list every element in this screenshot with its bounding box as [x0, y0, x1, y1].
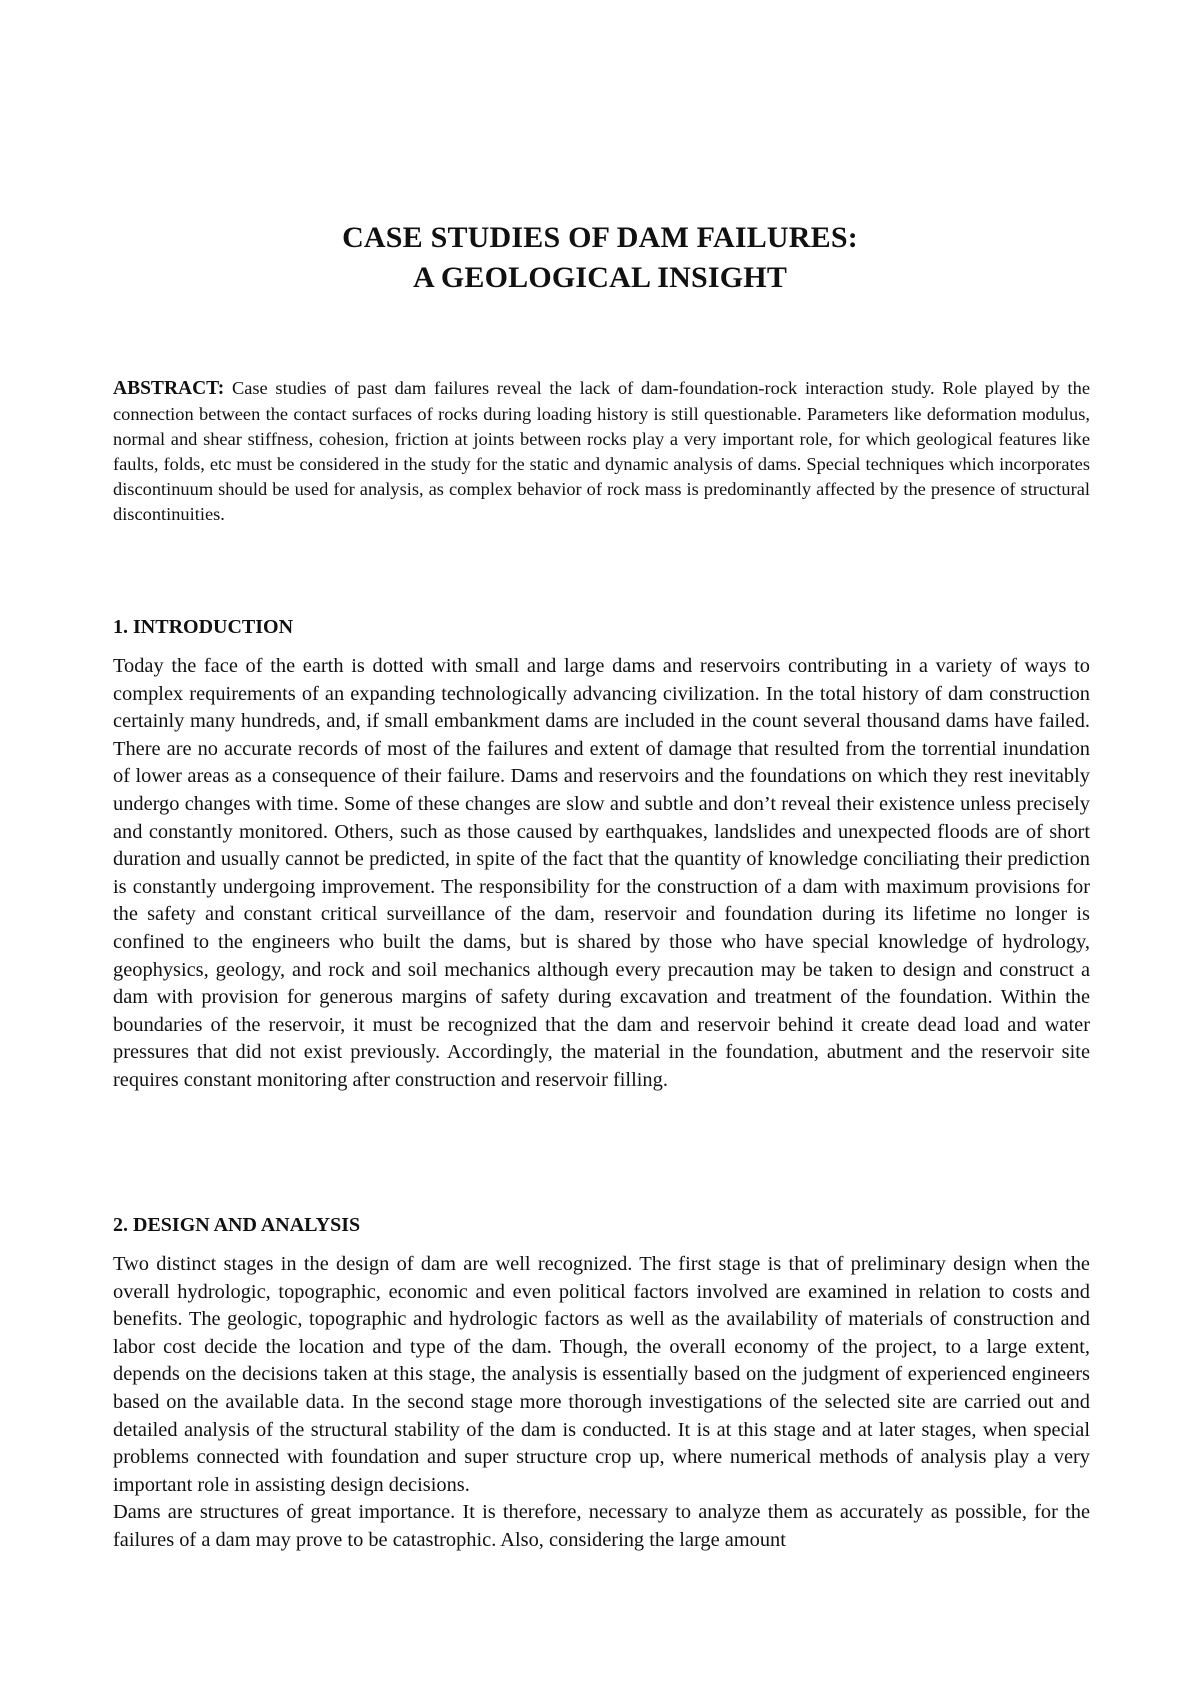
section-heading-design-and-analysis: 2. DESIGN AND ANALYSIS [113, 1214, 361, 1236]
abstract-label: ABSTRACT: [113, 378, 225, 399]
section-design-and-analysis [113, 1212, 1090, 1555]
section-heading-introduction: 1. INTRODUCTION [113, 616, 294, 638]
design-paragraph-1: Two distinct stages in the design of dam are well recognized. The first stage is that of preliminary design when the overall hydrologic, topographic, economic and even political factors involved are examined in relation to costs and benefits. The geologic, topographic and hydrologic factors as well as the availability of materials of construction and labor cost decide the location and type of the dam. Though, the overall economy of the project, to a large extent, depends on the decisions taken at this stage, the analysis is essentially based on the judgment of experienced engineers based on the available data. In the second stage more thorough investigations of the selected site are carried out and detailed analysis of the structural stability of the dam is conducted. It is at this stage and at later stages, when special problems connected with foundation and super structure crop up, where numerical methods of analysis play a very important role in assisting design decisions. [113, 1253, 1090, 1496]
paper-title [0, 218, 1200, 298]
abstract-text: Case studies of past dam failures reveal the lack of dam-foundation-rock interaction study. Role played by the connection between the contact surfaces of rocks during loading history is still questionable. Parameters like deformation modulus, normal and shear stiffness, cohesion, friction at joints between rocks play a very important role, for which geological features like faults, folds, etc must be considered in the study for the static and dynamic analysis of dams. Special techniques which incorporates discontinuum should be used for analysis, as complex behavior of rock mass is predominantly affected by the presence of structural discontinuities. [113, 378, 1090, 524]
design-paragraph-2: Dams are structures of great importance. It is therefore, necessary to analyze them as accurately as possible, for the failures of a dam may prove to be catastrophic. Also, considering the large amount [113, 1501, 1090, 1551]
abstract [113, 376, 1090, 526]
introduction-paragraph: Today the face of the earth is dotted with small and large dams and reservoirs contributing in a variety of ways to complex requirements of an expanding technologically advancing civilization. In the total history of dam construction certainly many hundreds, and, if small embankment dams are included in the count several thousand dams have failed. There are no accurate records of most of the failures and extent of damage that resulted from the torrential inundation of lower areas as a consequence of their failure. Dams and reservoirs and the foundations on which they rest inevitably undergo changes with time. Some of these changes are slow and subtle and don’t reveal their existence unless precisely and constantly monitored. Others, such as those caused by earthquakes, landslides and unexpected floods are of short duration and usually cannot be predicted, in spite of the fact that the quantity of knowledge conciliating their prediction is constantly undergoing improvement. The responsibility for the construction of a dam with maximum provisions for the safety and constant critical surveillance of the dam, reservoir and foundation during its lifetime no longer is confined to the engineers who built the dams, but is shared by those who have special knowledge of hydrology, geophysics, geology, and rock and soil mechanics although every precaution may be taken to design and construct a dam with provision for generous margins of safety during excavation and treatment of the foundation. Within the boundaries of the reservoir, it must be recognized that the dam and reservoir behind it create dead load and water pressures that did not exist previously. Accordingly, the material in the foundation, abutment and the reservoir site requires constant monitoring after construction and reservoir filling. [113, 655, 1090, 1091]
section-introduction [113, 614, 1090, 1095]
title-line-2: A GEOLOGICAL INSIGHT [412, 261, 788, 294]
title-line-1: CASE STUDIES OF DAM FAILURES: [342, 221, 858, 254]
